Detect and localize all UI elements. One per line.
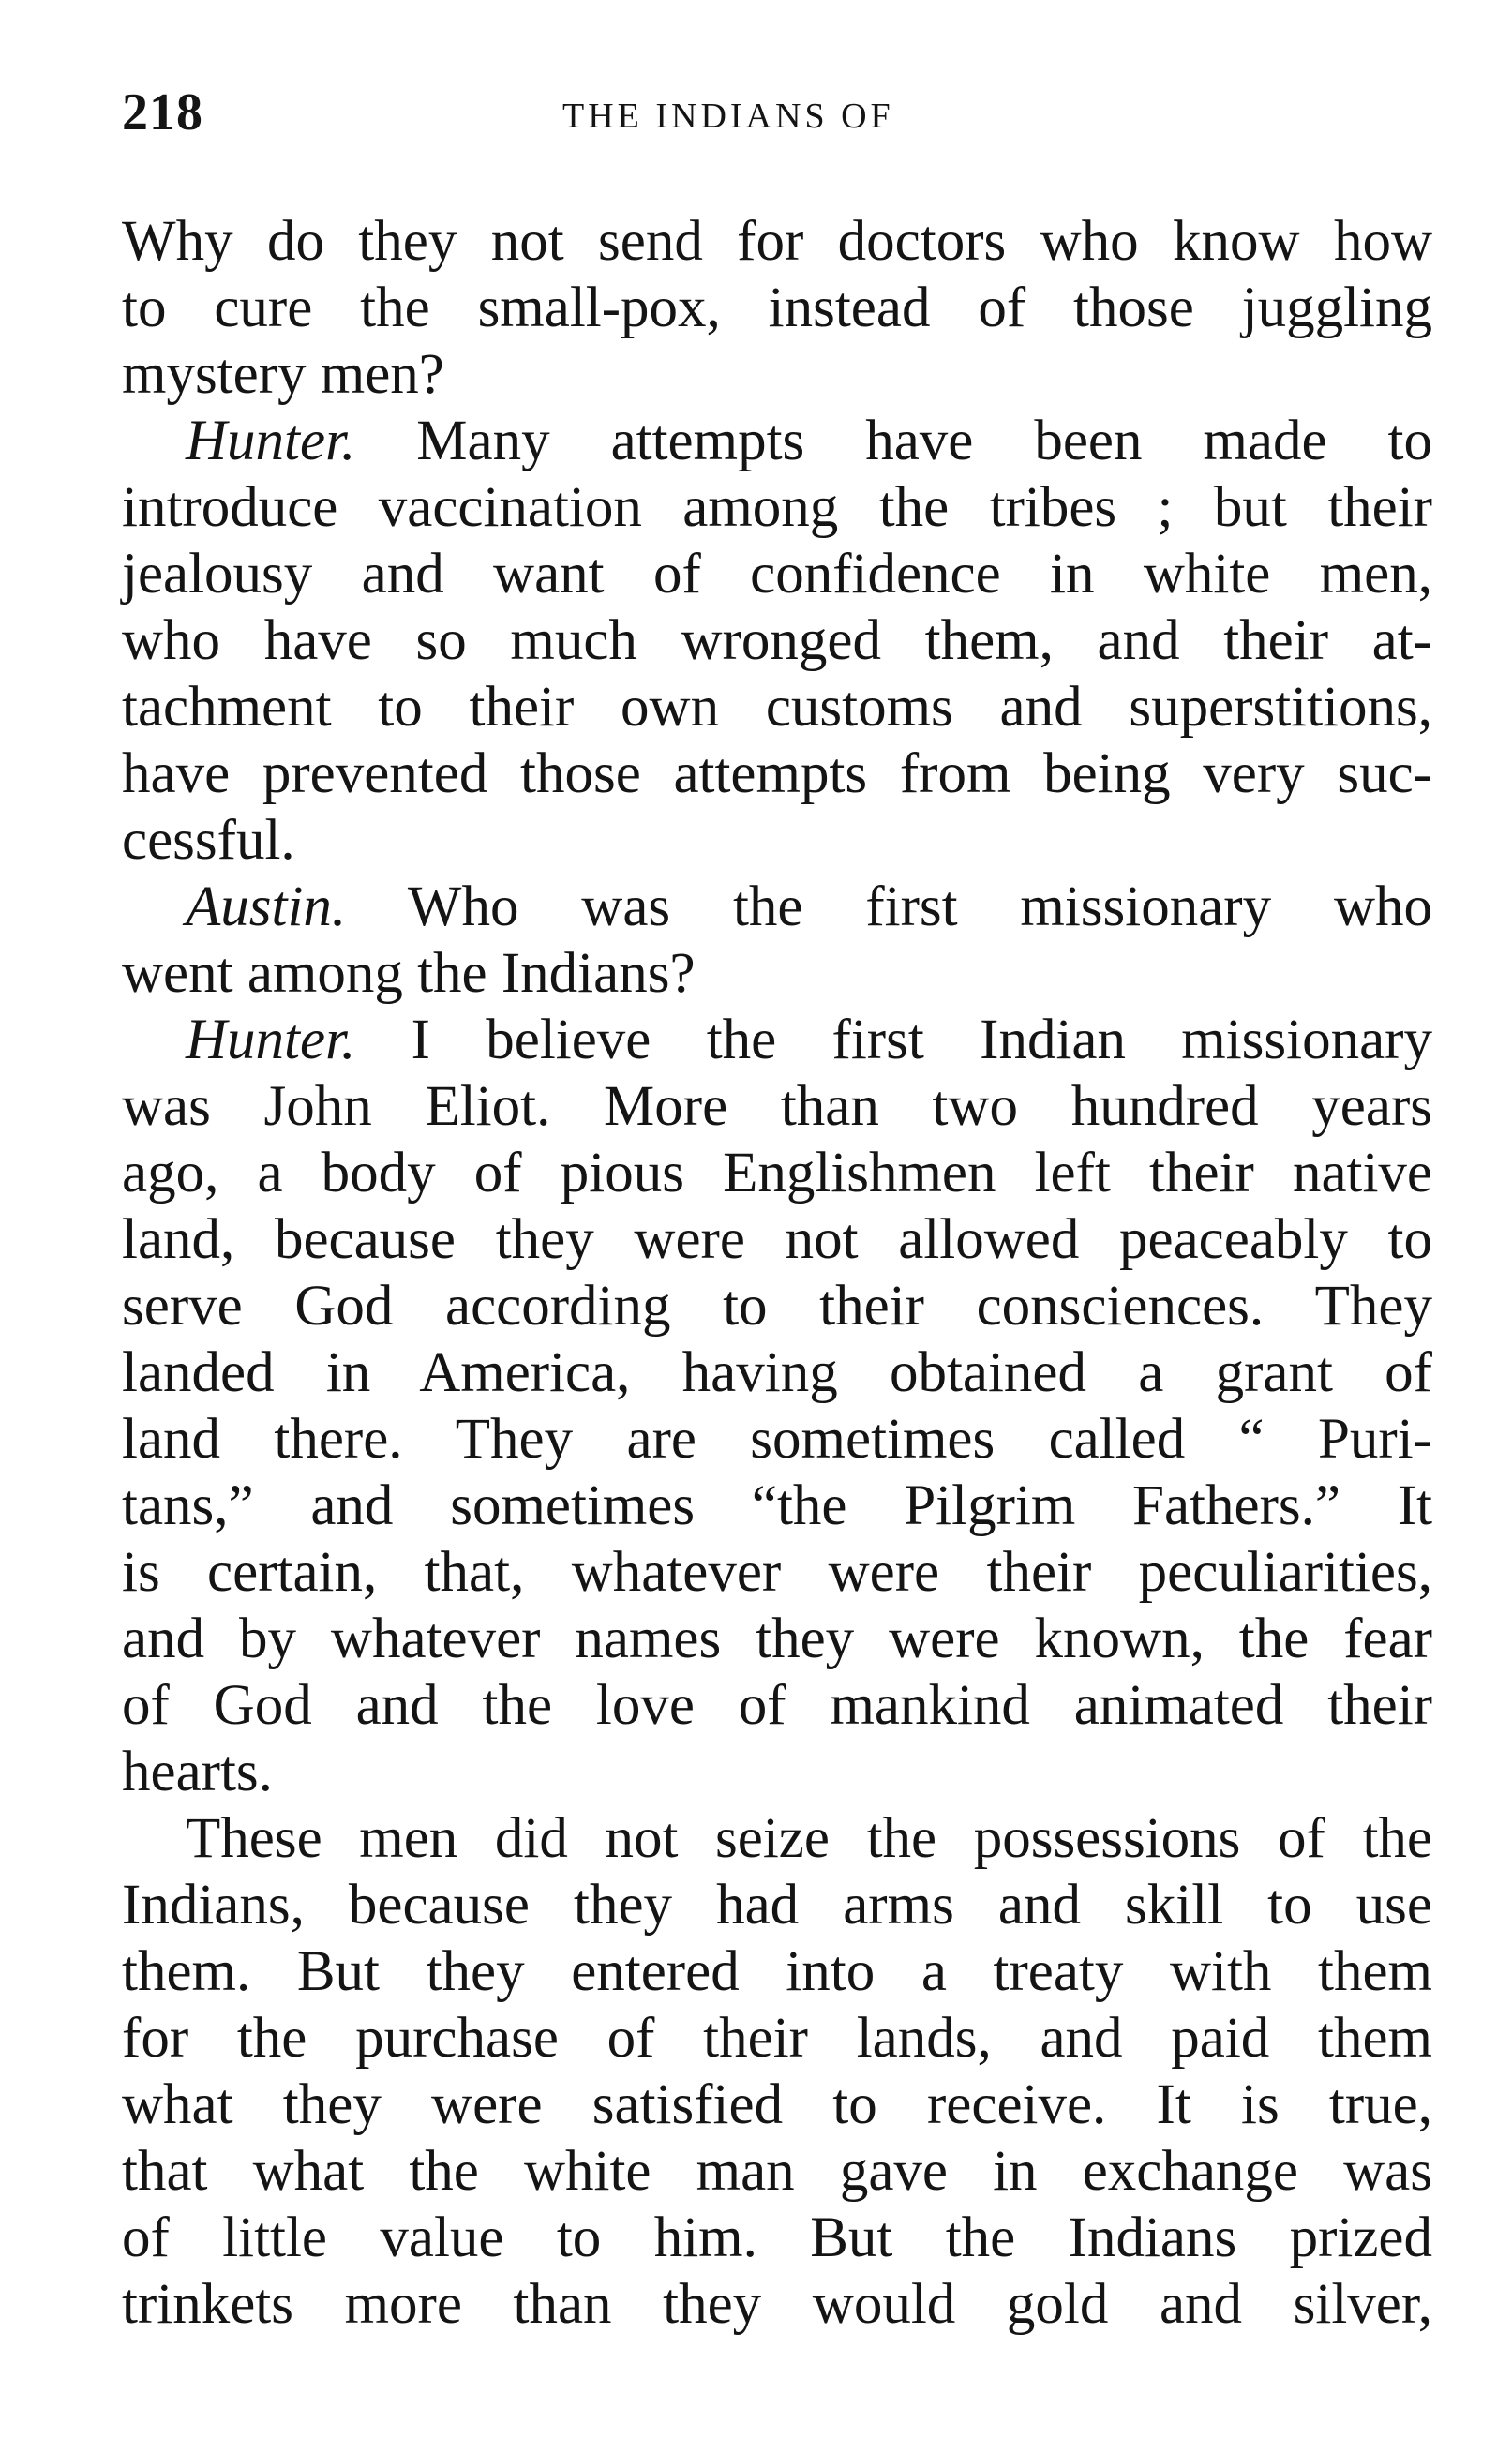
text-line: Hunter. Many attempts have been made to xyxy=(186,410,1432,472)
body-text xyxy=(122,208,1432,2338)
speaker-name: Hunter. xyxy=(186,410,356,472)
running-title: THE INDIANS OF xyxy=(562,97,894,136)
text-line: cessful. xyxy=(122,809,295,872)
text-line: them. But they entered into a treaty with them xyxy=(122,1940,1432,2003)
speaker-name: Austin. xyxy=(186,875,347,938)
text-line: for the purchase of their lands, and paid them xyxy=(122,2007,1432,2070)
text-line: Austin. Who was the first missionary who xyxy=(186,875,1432,938)
text-line: Hunter. I believe the first Indian missionary xyxy=(186,1009,1432,1071)
text-line: trinkets more than they would gold and silver, xyxy=(122,2273,1432,2336)
text-line: was John Eliot. More than two hundred years xyxy=(122,1075,1432,1138)
text-line: mystery men? xyxy=(122,343,444,406)
text-line: have prevented those attempts from being very suc- xyxy=(122,742,1432,805)
text-line: to cure the small-pox, instead of those juggling xyxy=(122,277,1432,339)
text-line: who have so much wronged them, and their at- xyxy=(122,609,1432,672)
text-line: hearts. xyxy=(122,1741,273,1803)
text-line: of little value to him. But the Indians prized xyxy=(122,2206,1432,2269)
text-line: land, because they were not allowed peaceably to xyxy=(122,1208,1432,1271)
page-header xyxy=(122,82,1434,157)
text-line: what they were satisfied to receive. It is true, xyxy=(122,2073,1432,2136)
page-number: 218 xyxy=(122,83,203,142)
text-line: serve God according to their consciences. They xyxy=(122,1275,1432,1338)
text-line: of God and the love of mankind animated their xyxy=(122,1674,1432,1737)
text-line: ago, a body of pious Englishmen left their native xyxy=(122,1142,1432,1204)
text-line: and by whatever names they were known, the fear xyxy=(122,1608,1432,1670)
text-line: tans,” and sometimes “the Pilgrim Fathers.” It xyxy=(122,1474,1432,1537)
text-line: that what the white man gave in exchange was xyxy=(122,2140,1432,2203)
text-line: These men did not seize the possessions of the xyxy=(186,1807,1432,1870)
speaker-name: Hunter. xyxy=(186,1009,356,1071)
text-line: land there. They are sometimes called “ Puri- xyxy=(122,1408,1432,1471)
text-line: jealousy and want of confidence in white men, xyxy=(122,543,1432,606)
text-line: landed in America, having obtained a grant of xyxy=(122,1341,1432,1404)
text-line: introduce vaccination among the tribes ; but their xyxy=(122,476,1432,539)
text-line: is certain, that, whatever were their peculiarities, xyxy=(122,1541,1432,1604)
text-line: went among the Indians? xyxy=(122,942,696,1005)
text-line: Why do they not send for doctors who know how xyxy=(122,210,1432,273)
text-line: Indians, because they had arms and skill to use xyxy=(122,1874,1432,1937)
text-line: tachment to their own customs and superstitions, xyxy=(122,676,1432,739)
